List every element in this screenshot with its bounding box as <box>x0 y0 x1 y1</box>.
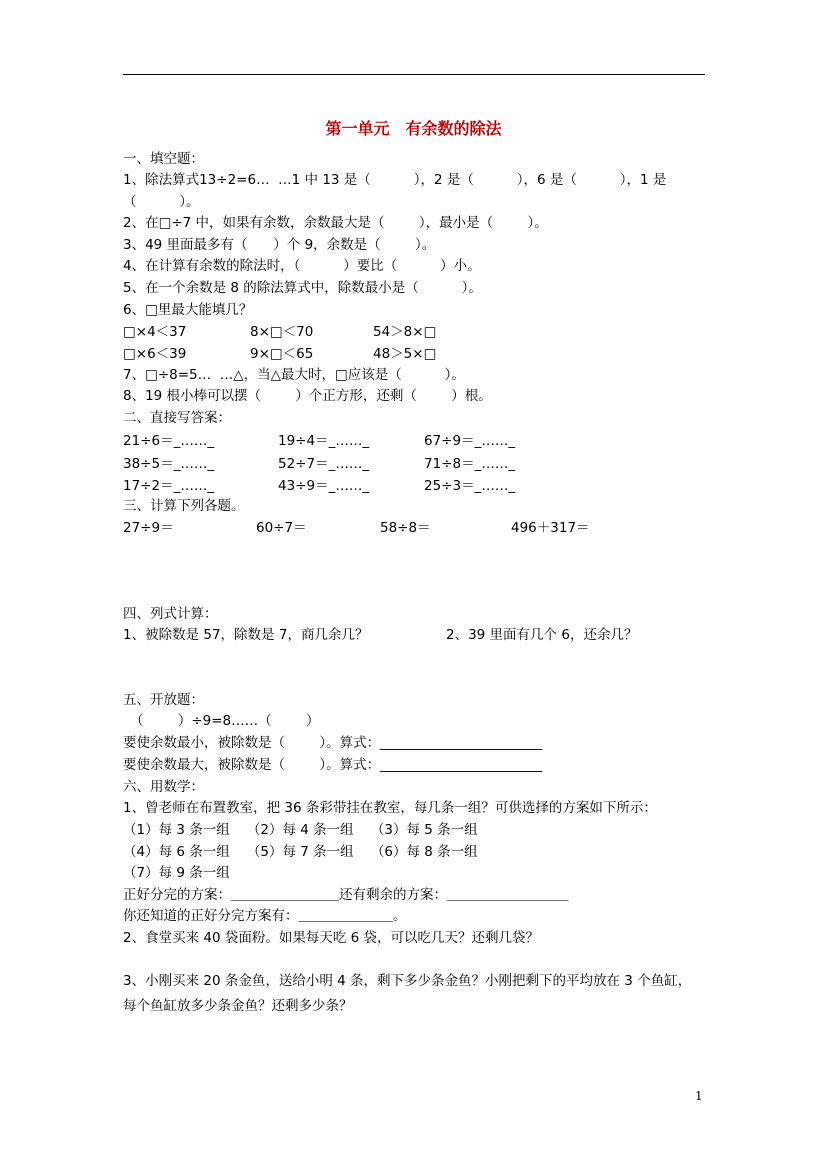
calc-item: 58÷8＝ <box>380 520 431 536</box>
question-6-1: 1、曾老师在布置教室，把 36 条彩带挂在教室，每几条一组？可供选择的方案如下所示： <box>123 800 657 816</box>
q6-item: 8×□＜70 <box>250 324 314 340</box>
question-1-line-2: （ ）。 <box>123 194 200 210</box>
section6-heading: 六、用数学： <box>123 779 204 795</box>
calc-item: 60÷7＝ <box>256 520 307 536</box>
answer-item: 21÷6＝_……_ <box>123 433 215 449</box>
question-2: 2、在□÷7 中，如果有余数，余数最大是（ ），最小是（ ）。 <box>123 215 548 231</box>
calc-item: 27÷9＝ <box>123 520 174 536</box>
open-equation: （ ）÷9=8……（ ） <box>130 713 320 729</box>
section1-heading: 一、填空题： <box>123 151 204 167</box>
question-6-2: 2、食堂买来 40 袋面粉。如果每天吃 6 袋，可以吃几天？还剩几袋？ <box>123 930 540 946</box>
page-number: 1 <box>695 1089 703 1103</box>
question-7: 7、□÷8=5… …△，当△最大时，□应该是（ ）。 <box>123 367 465 383</box>
question-6: 6、□里最大能填几？ <box>123 302 253 318</box>
page-title: 第一单元 有余数的除法 <box>325 119 502 138</box>
answer-item: 43÷9＝_……_ <box>278 478 370 494</box>
option-row: （4）每 6 条一组 （5）每 7 条一组 （6）每 8 条一组 <box>123 844 478 860</box>
option-row: （1）每 3 条一组 （2）每 4 条一组 （3）每 5 条一组 <box>123 822 478 838</box>
section5-heading: 五、开放题： <box>123 692 204 708</box>
q6-item: □×4＜37 <box>123 324 187 340</box>
q6-item: 9×□＜65 <box>250 346 314 362</box>
section2-heading: 二、直接写答案： <box>123 410 231 426</box>
option-row: （7）每 9 条一组 <box>123 865 230 881</box>
question-5: 5、在一个余数是 8 的除法算式中，除数最小是（ ）。 <box>123 280 482 296</box>
more-plan-line: 你还知道的正好分完方案有：＿＿＿＿＿＿＿。 <box>123 908 407 924</box>
calc-item: 496＋317＝ <box>511 520 590 536</box>
question-4: 4、在计算有余数的除法时，（ ）要比（ ）小。 <box>123 258 481 274</box>
question-3: 3、49 里面最多有（ ）个 9，余数是（ ）。 <box>123 237 436 253</box>
answer-item: 67÷9＝_……_ <box>424 433 516 449</box>
answer-item: 52÷7＝_……_ <box>278 456 370 472</box>
answer-item: 19÷4＝_……_ <box>278 433 370 449</box>
q6-item: 48＞5×□ <box>373 346 437 362</box>
answer-item: 38÷5＝_……_ <box>123 456 215 472</box>
max-remainder-line: 要使余数最大，被除数是（ ）。算式：________________________ <box>123 757 543 773</box>
section3-heading: 三、计算下列各题。 <box>123 498 245 514</box>
answer-item: 25÷3＝_……_ <box>424 478 516 494</box>
question-4-2: 2、39 里面有几个 6，还余几？ <box>446 627 638 643</box>
section4-heading: 四、列式计算： <box>123 606 218 622</box>
exact-plan-line: 正好分完的方案：＿＿＿＿＿＿＿＿还有剩余的方案：＿＿＿＿＿＿＿＿＿ <box>123 887 569 903</box>
header-rule <box>123 74 705 75</box>
question-6-3-line-1: 3、小刚买来 20 条金鱼，送给小明 4 条，剩下多少条金鱼？小刚把剩下的平均放在 3 个鱼缸， <box>123 973 692 989</box>
question-6-3-line-2: 每个鱼缸放多少条金鱼？还剩多少条？ <box>123 998 353 1014</box>
min-remainder-line: 要使余数最小，被除数是（ ）。算式：________________________ <box>123 735 543 751</box>
question-1-line-1: 1、除法算式13÷2=6… …1 中 13 是（ ），2 是（ ），6 是（ ），1 是 <box>123 172 667 188</box>
question-4-1: 1、被除数是 57，除数是 7，商几余几？ <box>123 627 369 643</box>
q6-item: 54＞8×□ <box>373 324 437 340</box>
answer-item: 17÷2＝_……_ <box>123 478 215 494</box>
answer-item: 71÷8＝_……_ <box>424 456 516 472</box>
q6-item: □×6＜39 <box>123 346 187 362</box>
question-8: 8、19 根小棒可以摆（ ）个正方形，还剩（ ）根。 <box>123 388 492 404</box>
